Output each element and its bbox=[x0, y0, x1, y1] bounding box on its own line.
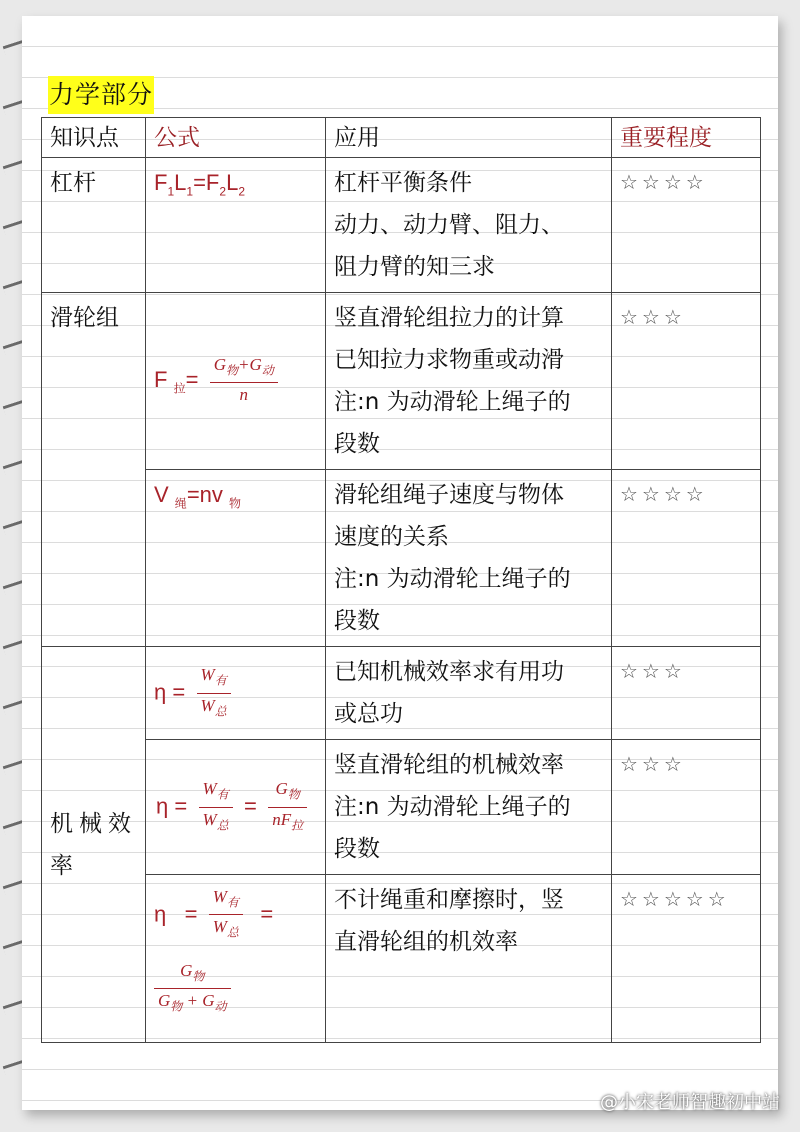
table-row bbox=[42, 647, 761, 740]
header-topic: 知识点 bbox=[42, 118, 146, 158]
formula-efficiency-pulley: η = $\frac{W_有}{W_总}$ = $\frac{G_物}{nF_拉}$ bbox=[146, 740, 326, 875]
usage-efficiency: 已知机械效率求有用功 或总功 bbox=[326, 647, 612, 740]
importance-stars: ☆☆☆☆ bbox=[612, 470, 761, 647]
usage-efficiency-ideal: 不计绳重和摩擦时，竖 直滑轮组的机效率 bbox=[326, 875, 612, 1043]
header-formula: 公式 bbox=[146, 118, 326, 158]
header-usage: 应用 bbox=[326, 118, 612, 158]
usage-efficiency-pulley: 竖直滑轮组的机械效率 注:n 为动滑轮上绳子的 段数 bbox=[326, 740, 612, 875]
formula-pulley-force: F $_拉$= $\frac{G_物+G_动}{n}$ bbox=[146, 293, 326, 470]
watermark: @小宋老师智趣初中站 bbox=[600, 1092, 780, 1113]
section-title: 力学部分 bbox=[48, 76, 154, 114]
table-row bbox=[42, 470, 761, 647]
header-importance: 重要程度 bbox=[612, 118, 761, 158]
formula-lever: $F_1L_1=F_2L_2$ bbox=[146, 158, 326, 293]
formula-pulley-speed: V $_绳$=nv $_物$ bbox=[146, 470, 326, 647]
usage-pulley-speed: 滑轮组绳子速度与物体 速度的关系 注:n 为动滑轮上绳子的 段数 bbox=[326, 470, 612, 647]
table-row bbox=[42, 875, 761, 1043]
topic-efficiency: 机械效率 bbox=[42, 647, 146, 1043]
mechanics-table bbox=[41, 117, 761, 1043]
formula-efficiency: η = $\frac{W_有}{W_总}$ bbox=[146, 647, 326, 740]
table-row bbox=[42, 740, 761, 875]
usage-pulley-force: 竖直滑轮组拉力的计算 已知拉力求物重或动滑 注:n 为动滑轮上绳子的 段数 bbox=[326, 293, 612, 470]
topic-pulley: 滑轮组 bbox=[42, 293, 146, 647]
table-row bbox=[42, 158, 761, 293]
formula-efficiency-ideal: η = $\frac{W_有}{W_总}$ = $\frac{G_物}{G_物 + G_动}$ bbox=[146, 875, 326, 1043]
topic-lever: 杠杆 bbox=[42, 158, 146, 293]
importance-stars: ☆☆☆ bbox=[612, 647, 761, 740]
usage-lever: 杠杆平衡条件 动力、动力臂、阻力、 阻力臂的知三求 bbox=[326, 158, 612, 293]
importance-stars: ☆☆☆☆☆ bbox=[612, 875, 761, 1043]
importance-stars: ☆☆☆ bbox=[612, 293, 761, 470]
table-header-row bbox=[42, 118, 761, 158]
table-row bbox=[42, 293, 761, 470]
importance-stars: ☆☆☆ bbox=[612, 740, 761, 875]
importance-stars: ☆☆☆☆ bbox=[612, 158, 761, 293]
